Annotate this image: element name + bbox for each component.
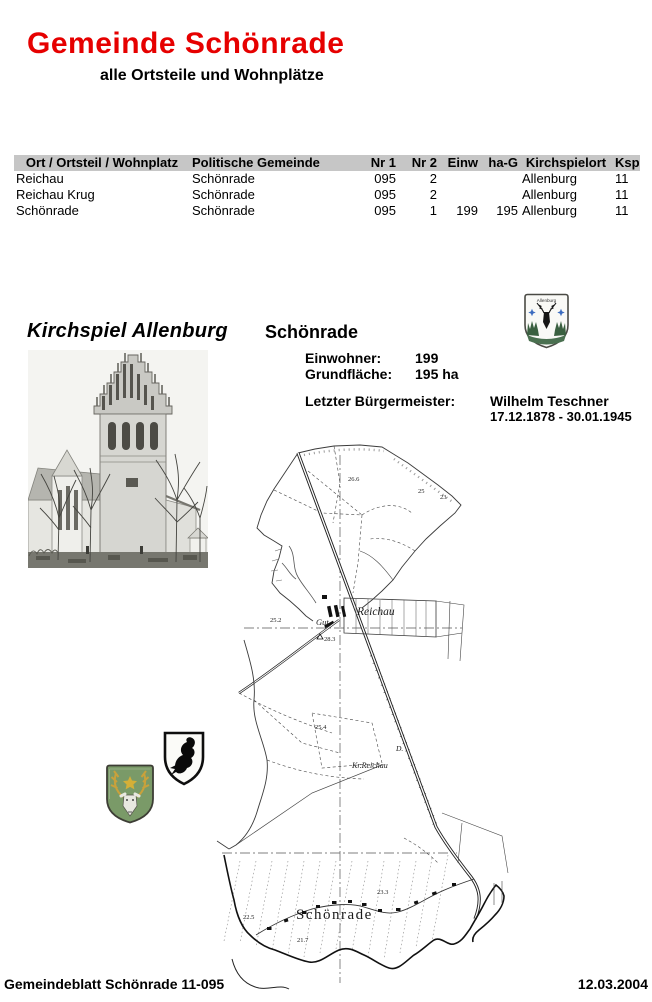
allenburg-arms-icon bbox=[522, 292, 571, 350]
table-header-row bbox=[14, 155, 640, 171]
col-header-ort: Ort / Ortsteil / Wohnplatz bbox=[25, 155, 179, 170]
map-label-gut: Gut bbox=[316, 617, 329, 627]
map-label-schoenrade: Schönrade bbox=[296, 907, 373, 923]
map-label-d: D. bbox=[396, 744, 404, 753]
railway-line bbox=[298, 453, 479, 919]
cell-nr2: 2 bbox=[429, 187, 437, 202]
cell-nr1: 095 bbox=[374, 187, 396, 202]
buergermeister-dates: 17.12.1878 - 30.01.1945 bbox=[490, 409, 632, 424]
cell-nr2: 1 bbox=[429, 203, 437, 218]
places-table bbox=[14, 155, 640, 219]
col-header-kirchspielort: Kirchspielort bbox=[525, 155, 607, 170]
table-row bbox=[14, 203, 640, 219]
cell-nr1: 095 bbox=[374, 203, 396, 218]
map-label-reichau: Reichau bbox=[357, 606, 395, 618]
elevation-label: 23 bbox=[440, 494, 447, 501]
col-header-einw: Einw bbox=[447, 155, 478, 170]
cell-ort: Schönrade bbox=[16, 203, 79, 218]
einwohner-label: Einwohner: bbox=[305, 350, 382, 366]
kirchspiel-heading: Kirchspiel Allenburg bbox=[27, 320, 228, 342]
cell-ort: Reichau bbox=[16, 171, 64, 186]
elevation-label: 25 bbox=[418, 488, 425, 495]
parcel-map bbox=[212, 443, 514, 990]
elevation-label: 25.2 bbox=[270, 617, 282, 624]
einwohner-value: 199 bbox=[415, 350, 439, 366]
grundflaeche-value: 195 ha bbox=[415, 366, 459, 382]
grundflaeche-label: Grundfläche: bbox=[305, 366, 393, 382]
cell-ort: Reichau Krug bbox=[16, 187, 95, 202]
arms-town-name: Allenburg bbox=[536, 298, 557, 303]
schoenrade-arms-icon bbox=[104, 763, 156, 825]
church-photo bbox=[28, 350, 208, 568]
cell-nr1: 095 bbox=[374, 171, 396, 186]
cell-einw: 199 bbox=[456, 203, 478, 218]
buergermeister-label: Letzter Bürgermeister: bbox=[305, 393, 456, 409]
col-header-nr2: Nr 2 bbox=[411, 155, 437, 170]
cell-gemeinde: Schönrade bbox=[192, 187, 255, 202]
col-header-nr1: Nr 1 bbox=[370, 155, 396, 170]
footer-date: 12.03.2004 bbox=[577, 976, 648, 992]
cell-hag bbox=[480, 171, 520, 187]
cell-ksp: 11 bbox=[615, 187, 629, 202]
elevation-label: 26.6 bbox=[348, 476, 360, 483]
boundary-west bbox=[257, 453, 313, 621]
cell-gemeinde: Schönrade bbox=[192, 171, 255, 186]
cell-ksp: 11 bbox=[615, 171, 629, 186]
cell-hag bbox=[480, 187, 520, 203]
elevation-label: 28.3 bbox=[324, 636, 336, 643]
cell-gemeinde: Schönrade bbox=[192, 203, 255, 218]
eagle-shield-icon bbox=[162, 730, 206, 788]
cell-kirchspielort: Allenburg bbox=[522, 171, 577, 186]
elevation-label: 21.7 bbox=[297, 937, 309, 944]
col-header-hag: ha-G bbox=[488, 155, 518, 170]
page-subtitle: alle Ortsteile und Wohnplätze bbox=[100, 67, 324, 84]
elevation-label: 23.3 bbox=[377, 889, 389, 896]
col-header-ksp: Ksp bbox=[615, 155, 640, 170]
map-label-kr-reichau: Kr.Reichau bbox=[352, 761, 388, 770]
cell-kirchspielort: Allenburg bbox=[522, 187, 577, 202]
buergermeister-name: Wilhelm Teschner bbox=[490, 393, 609, 409]
table-row bbox=[14, 171, 640, 187]
stream bbox=[282, 546, 316, 603]
elevation-label: 22.5 bbox=[243, 914, 255, 921]
cell-ksp: 11 bbox=[615, 203, 629, 218]
page-title: Gemeinde Schönrade bbox=[27, 27, 345, 60]
detail-heading: Schönrade bbox=[265, 322, 359, 342]
cell-nr2: 2 bbox=[429, 171, 437, 186]
cell-kirchspielort: Allenburg bbox=[522, 203, 577, 218]
footer-doc-id: Gemeindeblatt Schönrade 11-095 bbox=[4, 976, 225, 992]
cell-einw bbox=[439, 187, 480, 203]
col-header-gemeinde: Politische Gemeinde bbox=[192, 155, 320, 170]
cell-einw bbox=[439, 171, 480, 187]
elevation-label: 25.4 bbox=[315, 724, 327, 731]
cell-hag: 195 bbox=[496, 203, 518, 218]
boundary-middle-west bbox=[229, 640, 267, 849]
boundary-north bbox=[298, 445, 461, 608]
table-row bbox=[14, 187, 640, 203]
